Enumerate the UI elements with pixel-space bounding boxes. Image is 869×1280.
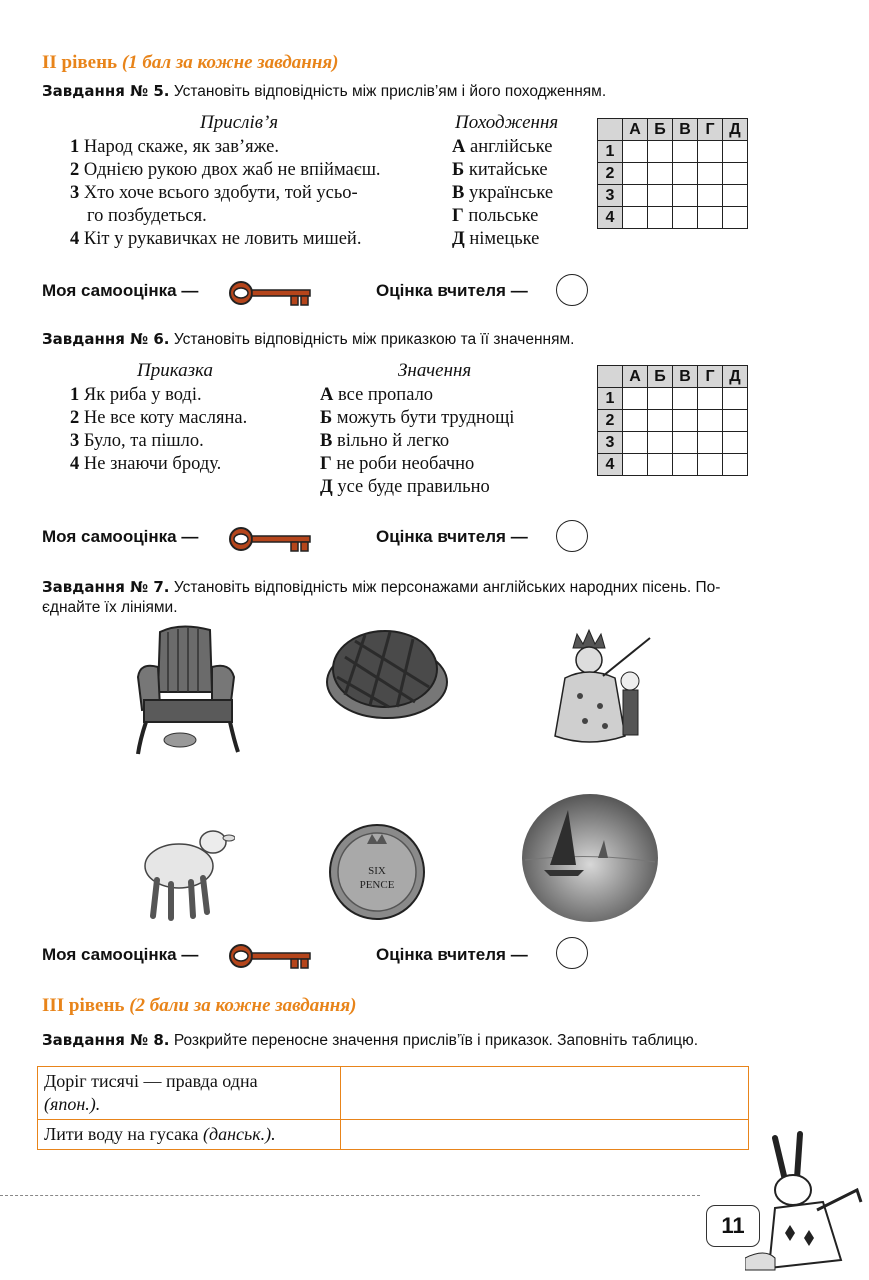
task-8-table <box>37 1066 749 1150</box>
origin-column-heading: Походження <box>455 112 559 133</box>
task-label: Завдання № 7. <box>42 578 170 596</box>
teacher-grade-label: Оцінка вчителя — <box>376 527 528 546</box>
page-number: 11 <box>706 1205 760 1247</box>
queen-picture[interactable] <box>545 626 660 751</box>
self-assessment-label: Моя самооцінка — <box>42 527 199 546</box>
list-item: А все пропало <box>320 385 434 405</box>
answer-grid-task-6: А Б В Г Д 1 2 3 4 <box>597 365 748 476</box>
white-rabbit-illustration <box>745 1130 865 1275</box>
proverb-cell: Лити воду на гусака (данськ.). <box>38 1120 341 1150</box>
level-2-heading <box>42 52 338 74</box>
list-item: В вільно й легко <box>320 431 450 451</box>
list-item: 4 Кіт у рукавичках не ловить мишей. <box>70 229 362 249</box>
cut-line <box>0 1195 700 1196</box>
task-label: Завдання № 8. <box>42 1031 170 1049</box>
list-item: Д німецьке <box>452 229 540 249</box>
table-row <box>38 1067 749 1120</box>
task-5-instruction <box>42 82 606 101</box>
list-item: 3 Було, та пішло. <box>70 431 204 451</box>
level-note: (2 бали за кожне завдання) <box>129 995 357 1016</box>
list-item: 2 Однією рукою двох жаб не впіймаєш. <box>70 160 381 180</box>
coin-inscription: SIX <box>368 865 386 877</box>
teacher-grade-circle[interactable] <box>556 274 588 306</box>
level-title: II рівень <box>42 52 118 73</box>
saying-column-heading: Приказка <box>137 360 213 381</box>
proverb-cell: Доріг тисячі — правда одна (япон.). <box>38 1067 341 1120</box>
list-item: А англійське <box>452 137 553 157</box>
task-6-instruction <box>42 330 574 349</box>
teacher-grade-label: Оцінка вчителя — <box>376 945 528 964</box>
task-text: Установіть відповідність між приказкою та її значенням. <box>173 331 575 348</box>
lamb-picture[interactable] <box>135 818 235 923</box>
key-icon[interactable] <box>227 523 312 555</box>
list-item: Г польське <box>452 206 539 226</box>
self-assessment-label: Моя самооцінка — <box>42 281 199 300</box>
list-item: 1 Народ скаже, як зав’яже. <box>70 137 280 157</box>
task-5-proverbs <box>70 136 381 251</box>
answer-cell[interactable] <box>341 1120 749 1150</box>
list-item: Д усе буде правильно <box>320 477 490 497</box>
table-row <box>38 1120 749 1150</box>
proverb-column-heading: Прислів’я <box>200 112 279 133</box>
level-note: (1 бал за кожне завдання) <box>121 52 339 73</box>
ship-at-sea-picture[interactable] <box>520 790 660 925</box>
sixpence-coin-picture[interactable] <box>327 822 427 922</box>
list-item: 4 Не знаючи броду. <box>70 454 222 474</box>
list-item: го позбудеться. <box>87 206 207 226</box>
meaning-column-heading: Значення <box>398 360 472 381</box>
level-title: III рівень <box>42 995 125 1016</box>
list-item: В українське <box>452 183 554 203</box>
answer-cell[interactable] <box>341 1067 749 1120</box>
teacher-grade-circle[interactable] <box>556 937 588 969</box>
coin-inscription: PENCE <box>359 879 395 891</box>
key-icon[interactable] <box>227 940 312 972</box>
level-3-heading <box>42 995 356 1017</box>
task-label: Завдання № 6. <box>42 330 170 348</box>
task-6-sayings <box>70 384 247 476</box>
task-text: Розкрийте переносне значення прислів’їв і приказок. Заповніть таблицю. <box>173 1032 699 1049</box>
pie-picture[interactable] <box>325 627 450 722</box>
task-5-origins <box>452 136 553 251</box>
list-item: 2 Не все коту масляна. <box>70 408 248 428</box>
list-item: 1 Як риба у воді. <box>70 385 202 405</box>
task-label: Завдання № 5. <box>42 82 170 100</box>
list-item: Г не роби необачно <box>320 454 475 474</box>
task-text: єднайте їх лініями. <box>42 599 178 616</box>
list-item: 3 Хто хоче всього здобути, той усьо- <box>70 183 358 203</box>
task-6-meanings <box>320 384 514 499</box>
task-text: Установіть відповідність між персонажами англійських народних пісень. По- <box>173 579 721 596</box>
list-item: Б можуть бути труднощі <box>320 408 515 428</box>
chair-picture[interactable] <box>130 622 240 757</box>
key-icon[interactable] <box>227 277 312 309</box>
teacher-grade-circle[interactable] <box>556 520 588 552</box>
task-7-instruction <box>42 577 762 618</box>
self-assessment-label: Моя самооцінка — <box>42 945 199 964</box>
task-text: Установіть відповідність між прислів’ям і його походженням. <box>173 83 607 100</box>
answer-grid-task-5: А Б В Г Д 1 2 3 4 <box>597 118 748 229</box>
list-item: Б китайське <box>452 160 548 180</box>
teacher-grade-label: Оцінка вчителя — <box>376 281 528 300</box>
task-8-instruction <box>42 1031 698 1050</box>
